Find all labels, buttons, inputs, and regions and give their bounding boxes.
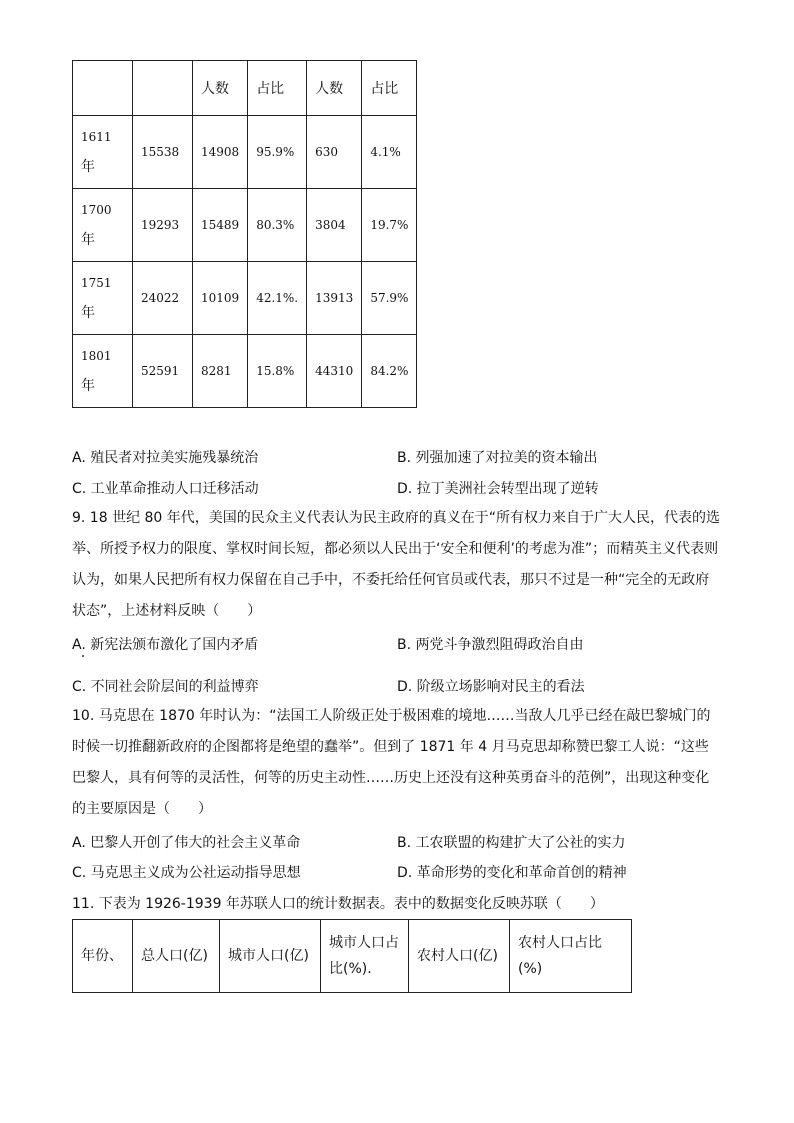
- count-cell: 3804: [307, 189, 362, 262]
- year-number: 1751: [81, 276, 112, 290]
- q8-option-d[interactable]: D. 拉丁美洲社会转型出现了逆转: [397, 481, 599, 497]
- q9-option-b[interactable]: B. 两党斗争激烈阻碍政治自由: [397, 637, 584, 653]
- stray-dot: [82, 655, 84, 657]
- year-cell: [73, 262, 133, 335]
- q11-stem: 11. 下表为 1926-1939 年苏联人口的统计数据表。表中的数据变化反映苏联（ ）: [72, 896, 604, 912]
- count-cell: 44310: [307, 335, 362, 408]
- percent-cell: 42.1%.: [248, 262, 307, 335]
- table-header-row: [73, 920, 632, 993]
- header-cell: 人数: [193, 61, 248, 116]
- year-cell: [73, 116, 133, 189]
- percent-cell: 19.7%: [362, 189, 417, 262]
- header-cell: 占比: [362, 61, 417, 116]
- q9-option-d[interactable]: D. 阶级立场影响对民主的看法: [397, 679, 585, 695]
- q10-option-a[interactable]: A. 巴黎人开创了伟大的社会主义革命: [72, 835, 301, 851]
- year-number: 1611: [81, 130, 112, 144]
- header-cell: 城市人口占比(%).: [321, 920, 409, 993]
- q9-stem: 9. 18 世纪 80 年代，美国的民众主义代表认为民主政府的真义在于“所有权力来自于广大人民，代表的选举、所授予权力的限度、掌权时间长短，都必须以人民出于‘安全和便利’的考虑为准”；而精英主义代表则认为，如果人民把所有权力保留在自己手中，不委托给任何官员或代表，那只不过是一种“完全的无政府状态”，上述材料反映（ ）: [72, 510, 721, 619]
- percent-cell: 95.9%: [248, 116, 307, 189]
- year-number: 1801: [81, 349, 112, 363]
- count-cell: 15489: [193, 189, 248, 262]
- total-cell: 24022: [133, 262, 193, 335]
- year-number: 1700: [81, 203, 112, 217]
- q10-option-b[interactable]: B. 工农联盟的构建扩大了公社的实力: [397, 835, 626, 851]
- year-cell: [73, 189, 133, 262]
- table-row: [73, 262, 417, 335]
- header-cell: 占比: [248, 61, 307, 116]
- year-unit: 年: [81, 378, 95, 394]
- year-unit: 年: [81, 159, 95, 175]
- header-cell: [73, 61, 133, 116]
- header-cell: 农村人口(亿): [409, 920, 510, 993]
- q8-option-b[interactable]: B. 列强加速了对拉美的资本输出: [397, 450, 598, 466]
- header-cell: 总人口(亿): [133, 920, 220, 993]
- count-cell: 14908: [193, 116, 248, 189]
- year-unit: 年: [81, 232, 95, 248]
- q10-stem: 10. 马克思在 1870 年时认为：“法国工人阶级正处于极困难的境地……当敌人几乎已经在敲巴黎城门的时候一切推翻新政府的企图都将是绝望的蠢举”。但到了 1871 年 4 月马克思却称赞巴黎工人说：“这些巴黎人，具有何等的灵活性，何等的历史主动性……历史上还没有这种英勇奋斗的范例”，出现这种变化的主要原因是（ ）: [72, 708, 711, 817]
- header-cell: [133, 61, 193, 116]
- count-cell: 8281: [193, 335, 248, 408]
- total-cell: 15538: [133, 116, 193, 189]
- total-cell: 52591: [133, 335, 193, 408]
- q8-option-c[interactable]: C. 工业革命推动人口迁移活动: [72, 481, 259, 497]
- q10-option-c[interactable]: C. 马克思主义成为公社运动指导思想: [72, 865, 301, 881]
- header-cell: 人数: [307, 61, 362, 116]
- count-cell: 10109: [193, 262, 248, 335]
- header-cell: 农村人口占比(%): [510, 920, 632, 993]
- percent-cell: 15.8%: [248, 335, 307, 408]
- percent-cell: 4.1%: [362, 116, 417, 189]
- percent-cell: 57.9%: [362, 262, 417, 335]
- header-cell: 城市人口(亿): [220, 920, 321, 993]
- table-header-row: [73, 61, 417, 116]
- population-table: [72, 60, 417, 408]
- table-row: [73, 335, 417, 408]
- table-row: [73, 116, 417, 189]
- percent-cell: 80.3%: [248, 189, 307, 262]
- q9-option-a[interactable]: A. 新宪法颁布激化了国内矛盾: [72, 637, 259, 653]
- table-row: [73, 189, 417, 262]
- count-cell: 13913: [307, 262, 362, 335]
- year-unit: 年: [81, 305, 95, 321]
- q9-option-c[interactable]: C. 不同社会阶层间的利益博弈: [72, 679, 259, 695]
- percent-cell: 84.2%: [362, 335, 417, 408]
- header-cell: 年份、: [73, 920, 133, 993]
- total-cell: 19293: [133, 189, 193, 262]
- year-cell: [73, 335, 133, 408]
- count-cell: 630: [307, 116, 362, 189]
- soviet-population-table: [72, 919, 632, 993]
- q8-option-a[interactable]: A. 殖民者对拉美实施残暴统治: [72, 450, 259, 466]
- q10-option-d[interactable]: D. 革命形势的变化和革命首创的精神: [397, 865, 627, 881]
